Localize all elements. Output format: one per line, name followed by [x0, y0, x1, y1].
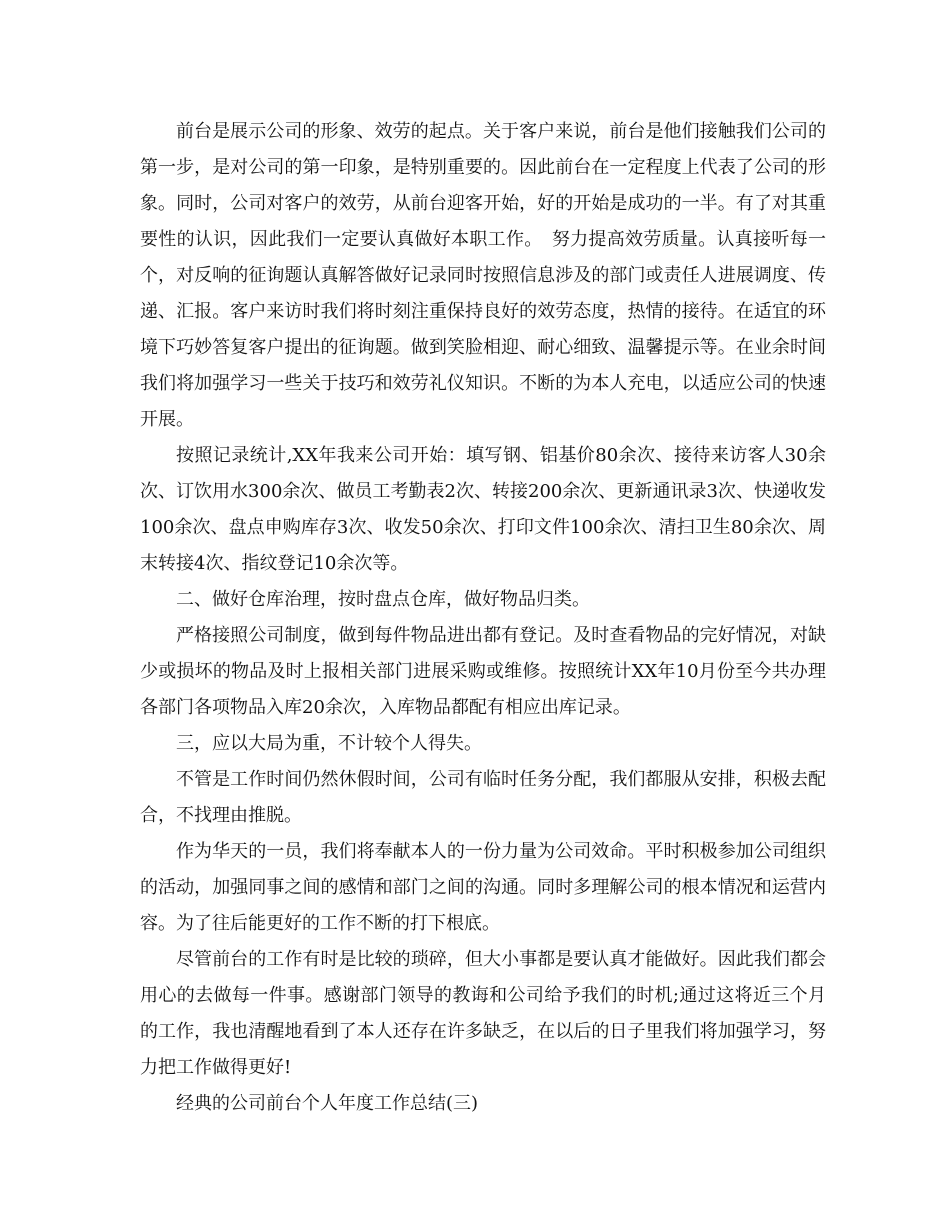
paragraph-conclusion: 尽管前台的工作有时是比较的琐碎，但大小事都是要认真才能做好。因此我们都会用心的去做每一件事。感谢部门领导的教诲和公司给予我们的时机;通过这将近三个月的工作，我也清醒地看到了本人还存在许多缺乏，在以后的日子里我们将加强学习，努力把工作做得更好!	[140, 949, 826, 1078]
paragraph-warehouse-details: 严格接照公司制度，做到每件物品进出都有登记。及时查看物品的完好情况，对缺少或损坏的物品及时上报相关部门进展采购或维修。按照统计XX年10月份至今共办理各部门各项物品入库20余次，入库物品都配有相应出库记录。	[140, 625, 826, 718]
heading-overall-interest: 三，应以大局为重，不计较个人得失。	[176, 733, 482, 754]
paragraph-obey-arrangements: 不管是工作时间仍然休假时间，公司有临时任务分配，我们都服从安排，积极去配合，不找理由推脱。	[140, 769, 826, 826]
paragraph-team-member: 作为华天的一员，我们将奉献本人的一份力量为公司效命。平时积极参加公司组织的活动，加强同事之间的感情和部门之间的沟通。同时多理解公司的根本情况和运营内容。为了往后能更好的工作不断的打下根底。	[140, 841, 826, 934]
heading-warehouse-management: 二、做好仓库治理，按时盘点仓库，做好物品归类。	[176, 589, 590, 610]
paragraph-service-quality: 前台是展示公司的形象、效劳的起点。关于客户来说，前台是他们接触我们公司的第一步，是对公司的第一印象，是特别重要的。因此前台在一定程度上代表了公司的形象。同时，公司对客户的效劳，从前台迎客开始，好的开始是成功的一半。有了对其重要性的认识，因此我们一定要认真做好本职工作。 努力提高效劳质量。认真接听每一个，对反响的征询题认真解答做好记录同时按照信息涉及的部门或责任人进展调度、传递、汇报。客户来访时我们将时刻注重保持良好的效劳态度，热情的接待。在适宜的环境下巧妙答复客户提出的征询题。做到笑脸相迎、耐心细致、温馨提示等。在业余时间我们将加强学习一些关于技巧和效劳礼仪知识。不断的为本人充电，以适应公司的快速开展。	[140, 121, 826, 430]
section-title: 经典的公司前台个人年度工作总结(三)	[176, 1093, 479, 1114]
paragraph-work-statistics: 按照记录统计,XX年我来公司开始：填写钢、铝基价80余次、接待来访客人30余次、订饮用水300余次、做员工考勤表2次、转接200余次、更新通讯录3次、快递收发100余次、盘点申购库存3次、收发50余次、打印文件100余次、清扫卫生80余次、周末转接4次、指纹登记10余次等。	[140, 445, 826, 574]
document-body	[140, 114, 826, 1122]
